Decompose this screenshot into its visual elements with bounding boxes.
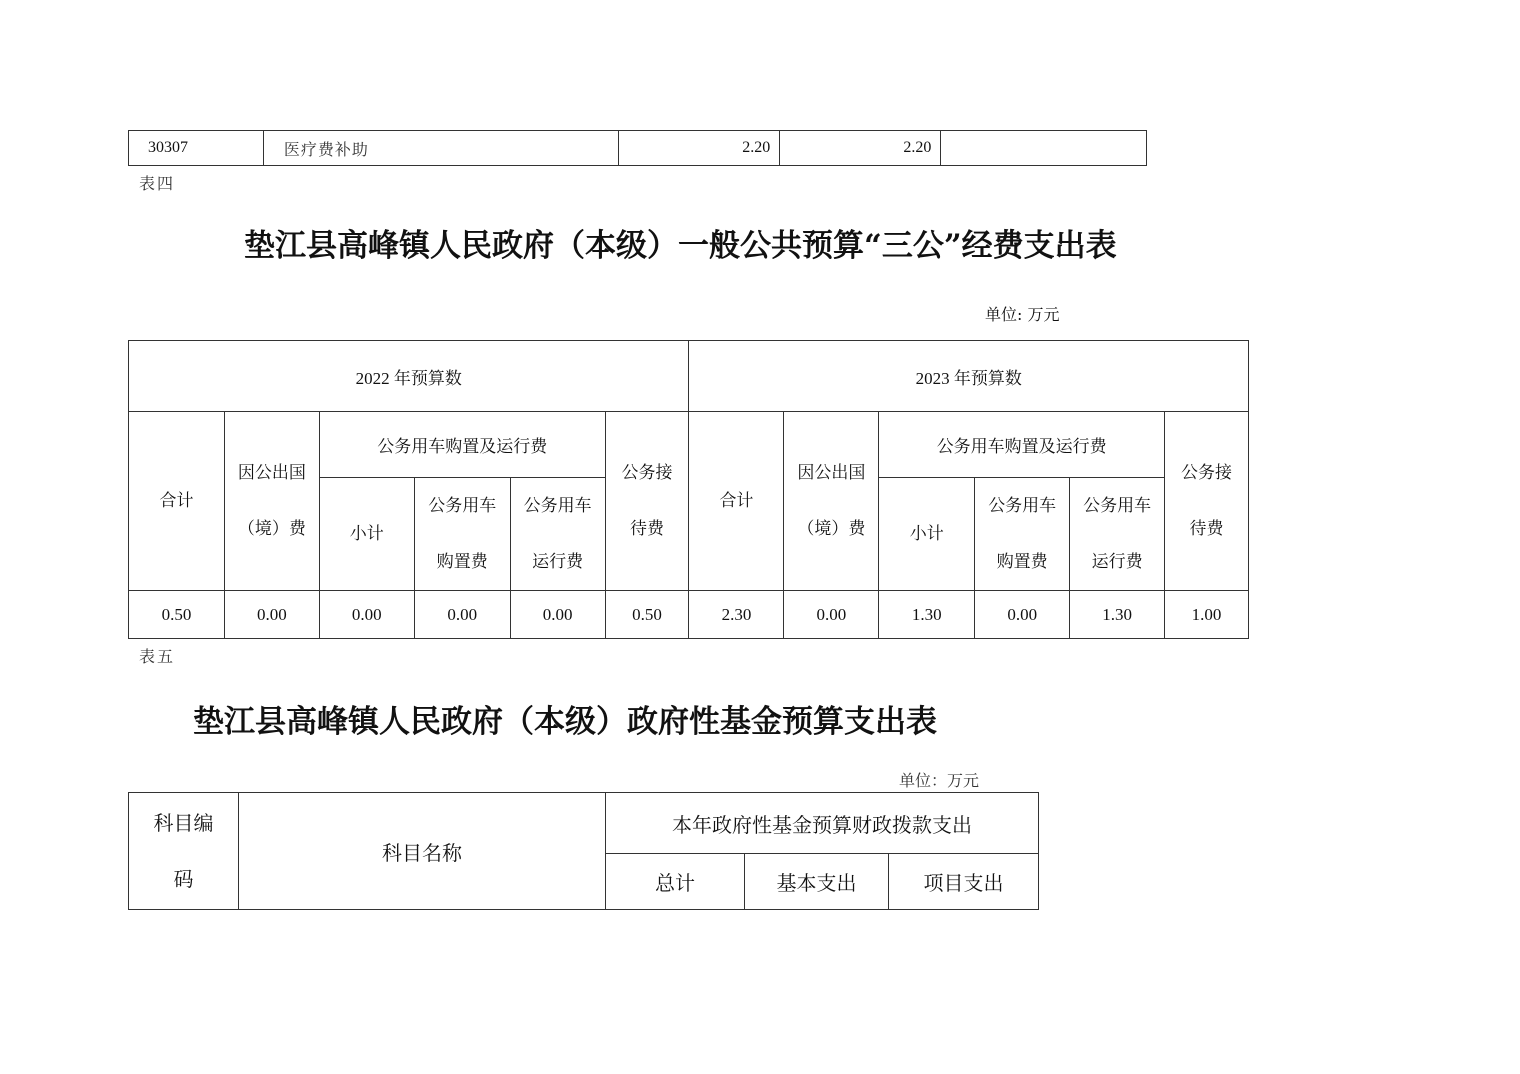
- subject-code-line1: 科目编: [153, 811, 214, 835]
- vehicle-purchase-line1: 公务用车: [988, 496, 1057, 516]
- value-cell: 1.30: [879, 591, 975, 639]
- subject-name-cell: 医疗费补助: [263, 131, 618, 166]
- abroad-header: [224, 412, 319, 591]
- subject-code-cell: 30307: [129, 131, 264, 166]
- subject-code-header: [129, 793, 239, 910]
- abroad-header-line1: 因公出国: [237, 463, 306, 483]
- value-cell: 0.00: [319, 591, 414, 639]
- vehicle-purchase-header: [414, 478, 510, 591]
- vehicle-running-line2: 运行费: [532, 552, 584, 572]
- reception-header: [1165, 412, 1249, 591]
- total-header: 合计: [129, 412, 225, 591]
- vehicle-group-header: 公务用车购置及运行费: [319, 412, 605, 478]
- header-row: [129, 793, 1039, 854]
- page-title: 垫江县高峰镇人民政府（本级）政府性基金预算支出表: [193, 704, 937, 740]
- table-row: [129, 131, 1147, 166]
- reception-header-line1: 公务接: [621, 463, 673, 483]
- subtotal-header: 小计: [319, 478, 414, 591]
- table-label: 表五: [139, 647, 176, 666]
- unit-label: 单位：万元: [899, 771, 980, 790]
- vehicle-purchase-line1: 公务用车: [428, 496, 497, 516]
- value-cell: 1.30: [1070, 591, 1165, 639]
- previous-table: [128, 130, 1147, 166]
- vehicle-purchase-line2: 购置费: [996, 552, 1048, 572]
- value-cell: 0.50: [129, 591, 225, 639]
- value-cell: 0.00: [975, 591, 1070, 639]
- value-cell: 0.00: [224, 591, 319, 639]
- subject-name-header: 科目名称: [239, 793, 606, 910]
- value-cell: 0.00: [510, 591, 605, 639]
- value-cell: 0.00: [414, 591, 510, 639]
- amount-cell: 2.20: [780, 131, 941, 166]
- vehicle-running-line1: 公务用车: [523, 496, 592, 516]
- subtotal-header: 小计: [879, 478, 975, 591]
- grand-total-header: 总计: [606, 854, 745, 910]
- total-header: 合计: [689, 412, 784, 591]
- unit-label: 单位: 万元: [985, 305, 1060, 324]
- year-2022-header: 2022 年预算数: [129, 341, 689, 412]
- abroad-header-line1: 因公出国: [797, 463, 866, 483]
- value-cell: 2.30: [689, 591, 784, 639]
- vehicle-running-line1: 公务用车: [1083, 496, 1152, 516]
- vehicle-running-header: [510, 478, 605, 591]
- vehicle-running-header: [1070, 478, 1165, 591]
- project-expense-header: 项目支出: [889, 854, 1039, 910]
- reception-header-line1: 公务接: [1181, 463, 1233, 483]
- table-label: 表四: [139, 174, 176, 193]
- page-title: 垫江县高峰镇人民政府（本级）一般公共预算“三公”经费支出表: [244, 228, 1117, 264]
- vehicle-running-line2: 运行费: [1091, 552, 1143, 572]
- government-fund-table: [128, 792, 1039, 910]
- basic-expense-header: 基本支出: [745, 854, 889, 910]
- vehicle-purchase-header: [975, 478, 1070, 591]
- abroad-header-line2: （境）费: [797, 519, 866, 539]
- table-row: [129, 591, 1249, 639]
- fund-expense-group-header: 本年政府性基金预算财政拨款支出: [606, 793, 1039, 854]
- value-cell: 0.00: [784, 591, 879, 639]
- year-2023-header: 2023 年预算数: [689, 341, 1249, 412]
- reception-header: [605, 412, 689, 591]
- amount-cell: [941, 131, 1147, 166]
- value-cell: 1.00: [1165, 591, 1249, 639]
- three-public-expense-table: [128, 340, 1249, 639]
- header-row: [129, 341, 1249, 412]
- value-cell: 0.50: [605, 591, 689, 639]
- reception-header-line2: 待费: [1189, 519, 1224, 539]
- header-row: [129, 412, 1249, 478]
- reception-header-line2: 待费: [630, 519, 665, 539]
- amount-cell: 2.20: [619, 131, 780, 166]
- abroad-header-line2: （境）费: [237, 519, 306, 539]
- vehicle-group-header: 公务用车购置及运行费: [879, 412, 1165, 478]
- abroad-header: [784, 412, 879, 591]
- subject-code-line2: 码: [173, 867, 194, 891]
- vehicle-purchase-line2: 购置费: [436, 552, 488, 572]
